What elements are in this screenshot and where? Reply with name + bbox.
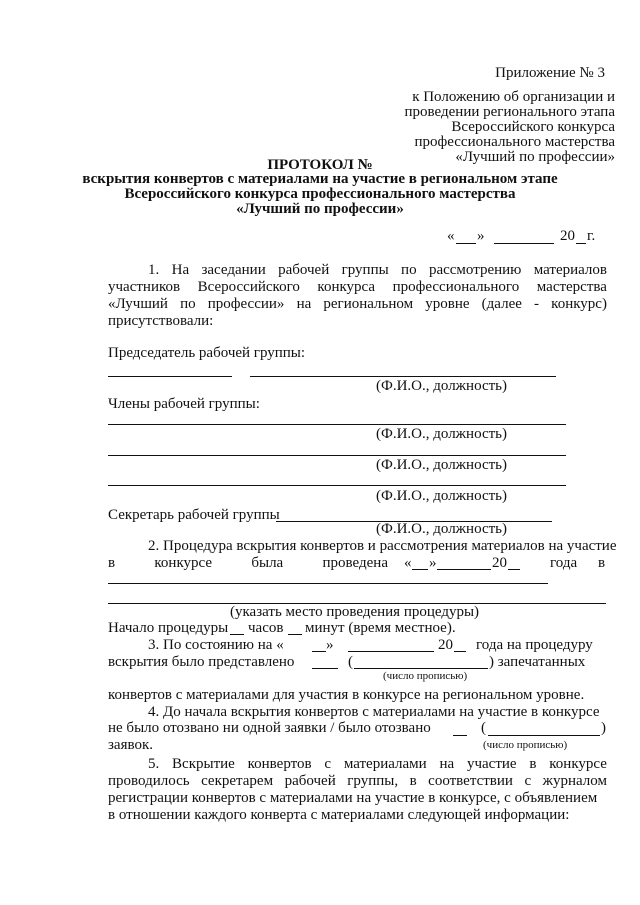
p3-text-g: ) запечатанных (489, 654, 586, 670)
p2-line2-words (108, 556, 388, 571)
protocol-subtitle: вскрытия конвертов с материалами на участие в региональном этапе (82, 171, 558, 187)
p3-text-h: конвертов с материалами для участия в конкурсе на региональном уровне. (108, 687, 585, 703)
word: по (401, 262, 417, 278)
word: конкурса (317, 279, 376, 295)
appendix-line: Всероссийского конкурса (451, 119, 615, 135)
p3-text-e: вскрытия было представлено (108, 654, 295, 670)
p5-line4: в отношении каждого конверта с материалами следующей информации: (108, 807, 570, 823)
p5-line2 (108, 774, 607, 789)
p2-line1: 2. Процедура вскрытия конвертов и рассмотрения материалов на участие (148, 538, 617, 554)
p2-day-line (412, 569, 428, 570)
p4-paren-close: ) (601, 720, 606, 736)
fio-caption: (Ф.И.О., должность) (376, 488, 507, 504)
p3-paren-open: ( (348, 654, 353, 670)
p4-line2: не было отозвано ни одной заявки / было отозвано (108, 720, 431, 736)
word: материалов (533, 262, 607, 278)
fio-caption: (Ф.И.О., должность) (376, 426, 507, 442)
word: региональном (323, 296, 414, 312)
appendix-line: профессионального мастерства (414, 134, 615, 150)
word: в (598, 555, 606, 571)
word: журналом (542, 773, 607, 789)
word: «Лучший (108, 296, 168, 312)
member-line (108, 485, 566, 486)
protocol-title: ПРОТОКОЛ № (267, 157, 373, 173)
word: конкурсе (549, 756, 607, 772)
date-close-quote: » (477, 228, 485, 244)
p3-text-a: 3. По состоянию на « (148, 637, 284, 653)
p1-line3 (108, 297, 607, 312)
p4-count-line (453, 735, 467, 736)
p3-day-line (312, 651, 326, 652)
fio-caption: (Ф.И.О., должность) (376, 521, 507, 537)
word: в (409, 773, 417, 789)
p3-month-line (348, 651, 434, 652)
p2-month-line (437, 569, 491, 570)
word: Всероссийского (197, 279, 300, 295)
p1-line4: присутствовали: (108, 313, 214, 329)
p5-line3: регистрации конвертов с материалами на участие в конкурсе, с объявлением (108, 790, 598, 806)
word: в (108, 555, 116, 571)
word: на (296, 296, 312, 312)
p3-text-b: » (326, 637, 334, 653)
date-open-quote: « (447, 228, 455, 244)
word: рабочей (284, 773, 336, 789)
word: уровне (425, 296, 470, 312)
p4-paren-open: ( (481, 720, 486, 736)
p4-line1: 4. До начала вскрытия конвертов с материалами на участие в конкурсе (148, 704, 600, 720)
word: проводилось (108, 773, 190, 789)
appendix-line: проведении регионального этапа (404, 104, 615, 120)
secretary-label: Секретарь рабочей группы (108, 507, 280, 523)
p3-year: 20 (438, 637, 453, 653)
word: конвертов (247, 756, 312, 772)
date-day-line (456, 243, 476, 244)
start-text-b: часов (248, 620, 284, 636)
fio-caption: (Ф.И.О., должность) (376, 457, 507, 473)
p3-caption: (число прописью) (383, 670, 468, 682)
word: 1. (148, 262, 160, 278)
word: профессионального (392, 279, 520, 295)
protocol-subtitle: Всероссийского конкурса профессионального мастерства (124, 186, 516, 202)
word: материалами (343, 756, 427, 772)
fio-caption: (Ф.И.О., должность) (376, 378, 507, 394)
p1-line1 (148, 263, 607, 278)
word: (далее (481, 296, 522, 312)
word: заседании (201, 262, 266, 278)
word: профессии» (207, 296, 285, 312)
word: рабочей (278, 262, 330, 278)
word: Вскрытие (172, 756, 235, 772)
date-year: 20 (560, 228, 575, 244)
word: мастерства (536, 279, 607, 295)
word: года (550, 555, 578, 571)
p3-text-d: года на процедуру (476, 637, 593, 653)
p2-year-line (508, 569, 520, 570)
word: в (529, 756, 537, 772)
p2-date-close: » (429, 555, 437, 571)
start-text-c: минут (время местное). (305, 620, 456, 636)
word: проведена (322, 555, 388, 571)
p2-date-open: « (404, 555, 412, 571)
appendix-title: Приложение № 3 (495, 65, 605, 81)
p2-year: 20 (492, 555, 507, 571)
chairman-line (108, 376, 232, 377)
place-caption: (указать место проведения процедуры) (230, 604, 480, 620)
start-minutes-line (288, 634, 302, 635)
word: На (171, 262, 190, 278)
word: участников (108, 279, 181, 295)
word: была (251, 555, 284, 571)
chairman-line (250, 376, 556, 377)
word: соответствии (428, 773, 513, 789)
word: рассмотрению (428, 262, 522, 278)
p1-line2 (108, 280, 607, 295)
word: с (524, 773, 532, 789)
p4-words-line (488, 735, 600, 736)
word: на (439, 756, 455, 772)
chairman-label: Председатель рабочей группы: (108, 345, 306, 361)
word: - (534, 296, 540, 312)
p3-count-line (312, 668, 338, 669)
date-month-line (494, 243, 554, 244)
word: конкурсе (154, 555, 213, 571)
p3-words-line (354, 668, 488, 669)
word: участие (466, 756, 517, 772)
p5-line1 (148, 757, 607, 772)
protocol-subtitle: «Лучший по профессии» (236, 201, 404, 217)
word: группы (341, 262, 389, 278)
word: группы, (347, 773, 399, 789)
start-hours-line (230, 634, 244, 635)
appendix-line: к Положению об организации и (412, 89, 615, 105)
start-text-a: Начало процедуры (108, 620, 229, 636)
appendix-line: «Лучший по профессии» (455, 149, 615, 165)
word: конкурс) (551, 296, 607, 312)
place-line (108, 583, 548, 584)
word: с (324, 756, 332, 772)
member-line (108, 455, 566, 456)
date-suffix: г. (587, 228, 596, 244)
p3-year-line (454, 651, 466, 652)
word: секретарем (201, 773, 274, 789)
p4-line3: заявок. (108, 737, 153, 753)
date-year-line (576, 243, 586, 244)
member-line (108, 424, 566, 425)
p4-caption: (число прописью) (483, 739, 568, 751)
word: 5. (148, 756, 160, 772)
members-label: Члены рабочей группы: (108, 396, 260, 412)
word: по (180, 296, 196, 312)
